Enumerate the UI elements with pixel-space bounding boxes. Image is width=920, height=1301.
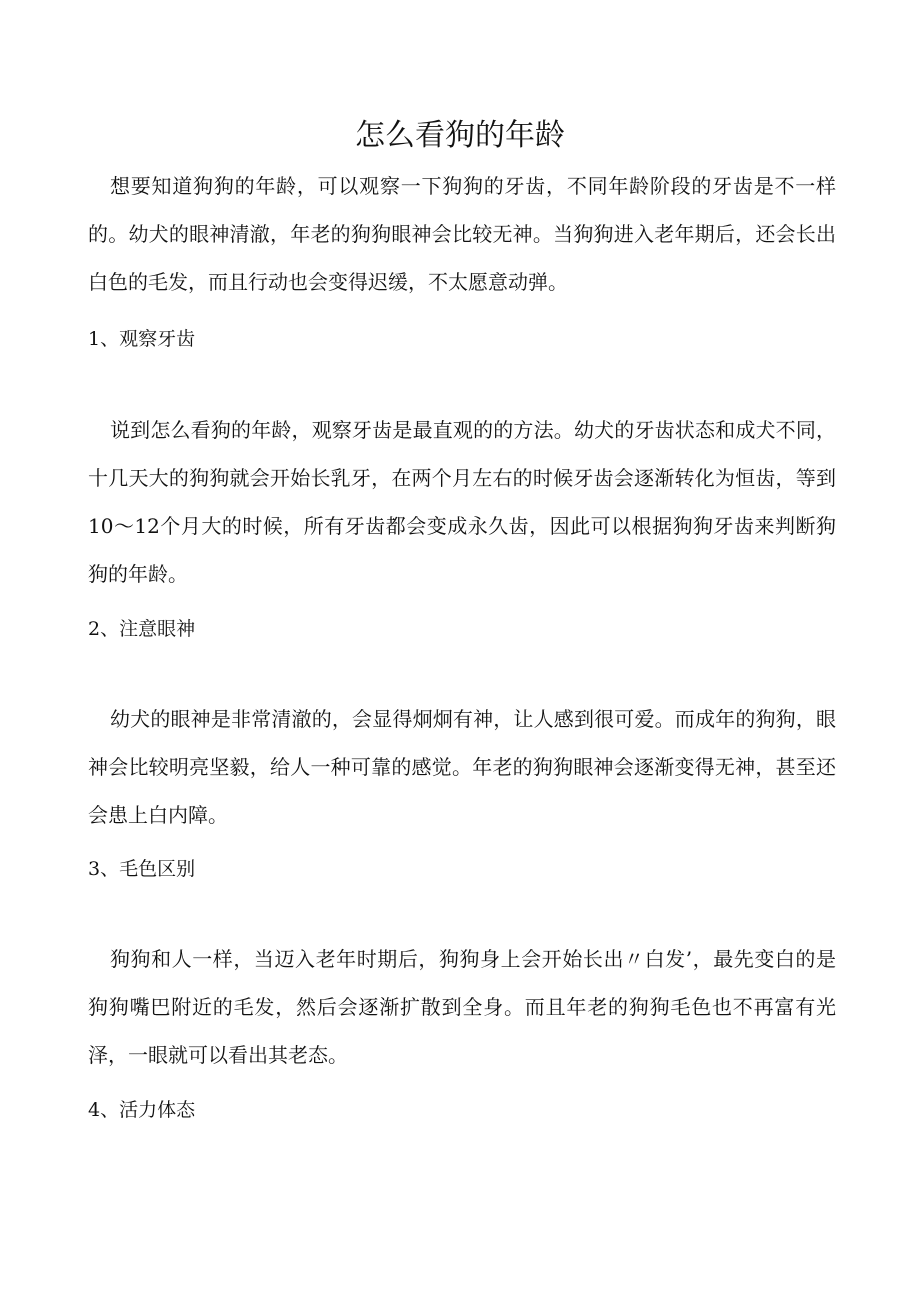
document-title: 怎么看狗的年龄 (355, 118, 565, 153)
section-heading-fur: 3、毛色区别 (88, 858, 196, 880)
section-body-fur: 狗狗和人一样，当迈入老年时期后，狗狗身上会开始长出〃白发’，最先变白的是狗狗嘴巴附近的毛发，然后会逐渐扩散到全身。而且年老的狗狗毛色也不再富有光泽，一眼就可以看出其老态。 (88, 947, 836, 1067)
section-heading-teeth: 1、观察牙齿 (88, 328, 196, 350)
section-heading-eyes: 2、注意眼神 (88, 618, 196, 640)
section-heading-vitality: 4、活力体态 (88, 1099, 196, 1121)
section-body-teeth: 说到怎么看狗的年龄，观察牙齿是最直观的的方法。幼犬的牙齿状态和成犬不同，十几天大的狗狗就会开始长乳牙，在两个月左右的时候牙齿会逐渐转化为恒齿，等到10～12个月大的时候，所有牙齿都会变成永久齿，因此可以根据狗狗牙齿来判断狗狗的年龄。 (88, 418, 836, 586)
intro-paragraph: 想要知道狗狗的年龄，可以观察一下狗狗的牙齿，不同年龄阶段的牙齿是不一样的。幼犬的眼神清澈，年老的狗狗眼神会比较无神。当狗狗进入老年期后，还会长出白色的毛发，而且行动也会变得迟缓，不太愿意动弹。 (88, 174, 836, 294)
section-body-eyes: 幼犬的眼神是非常清澈的，会显得炯炯有神，让人感到很可爱。而成年的狗狗，眼神会比较明亮坚毅，给人一种可靠的感觉。年老的狗狗眼神会逐渐变得无神，甚至还会患上白内障。 (88, 707, 836, 827)
